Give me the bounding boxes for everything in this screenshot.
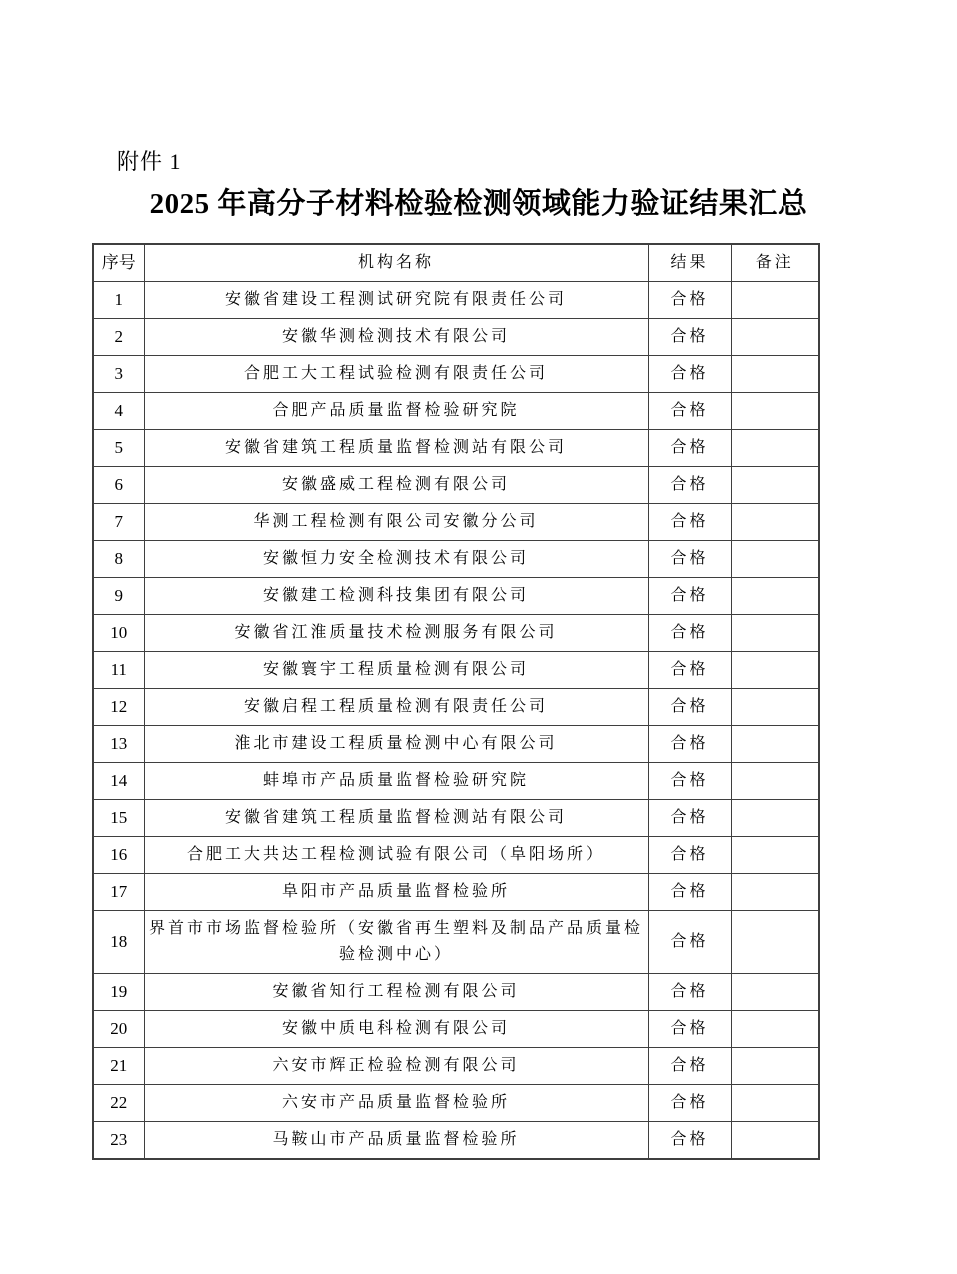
page-title: 2025 年高分子材料检验检测领域能力验证结果汇总 bbox=[149, 188, 808, 221]
cell-index: 2 bbox=[93, 319, 144, 356]
cell-institution: 阜阳市产品质量监督检验所 bbox=[144, 874, 648, 911]
cell-result: 合格 bbox=[648, 356, 731, 393]
table-row bbox=[93, 467, 819, 504]
cell-index: 13 bbox=[93, 726, 144, 763]
cell-remark bbox=[731, 726, 819, 763]
cell-institution: 合肥产品质量监督检验研究院 bbox=[144, 393, 648, 430]
cell-index: 20 bbox=[93, 1011, 144, 1048]
cell-result: 合格 bbox=[648, 1122, 731, 1160]
cell-remark bbox=[731, 874, 819, 911]
cell-remark bbox=[731, 504, 819, 541]
cell-index: 10 bbox=[93, 615, 144, 652]
cell-index: 16 bbox=[93, 837, 144, 874]
table-row bbox=[93, 578, 819, 615]
table-row bbox=[93, 615, 819, 652]
cell-index: 22 bbox=[93, 1085, 144, 1122]
cell-institution: 安徽启程工程质量检测有限责任公司 bbox=[144, 689, 648, 726]
cell-index: 15 bbox=[93, 800, 144, 837]
table-row bbox=[93, 541, 819, 578]
table-row bbox=[93, 689, 819, 726]
table-row bbox=[93, 837, 819, 874]
cell-institution: 安徽省江淮质量技术检测服务有限公司 bbox=[144, 615, 648, 652]
cell-institution: 六安市产品质量监督检验所 bbox=[144, 1085, 648, 1122]
table-row bbox=[93, 1085, 819, 1122]
table-row bbox=[93, 282, 819, 319]
header-name: 机构名称 bbox=[144, 244, 648, 282]
cell-index: 4 bbox=[93, 393, 144, 430]
cell-index: 3 bbox=[93, 356, 144, 393]
table-row bbox=[93, 652, 819, 689]
cell-institution: 合肥工大共达工程检测试验有限公司（阜阳场所） bbox=[144, 837, 648, 874]
cell-result: 合格 bbox=[648, 689, 731, 726]
cell-result: 合格 bbox=[648, 763, 731, 800]
table-row bbox=[93, 504, 819, 541]
table-row bbox=[93, 1048, 819, 1085]
header-remark: 备注 bbox=[731, 244, 819, 282]
cell-remark bbox=[731, 911, 819, 974]
cell-result: 合格 bbox=[648, 911, 731, 974]
cell-result: 合格 bbox=[648, 430, 731, 467]
cell-index: 8 bbox=[93, 541, 144, 578]
table-row bbox=[93, 726, 819, 763]
cell-index: 6 bbox=[93, 467, 144, 504]
cell-result: 合格 bbox=[648, 974, 731, 1011]
cell-institution: 安徽华测检测技术有限公司 bbox=[144, 319, 648, 356]
table-row bbox=[93, 911, 819, 974]
cell-result: 合格 bbox=[648, 652, 731, 689]
table-row bbox=[93, 800, 819, 837]
cell-remark bbox=[731, 393, 819, 430]
cell-institution: 马鞍山市产品质量监督检验所 bbox=[144, 1122, 648, 1160]
cell-institution: 安徽省知行工程检测有限公司 bbox=[144, 974, 648, 1011]
cell-institution: 安徽省建筑工程质量监督检测站有限公司 bbox=[144, 800, 648, 837]
cell-result: 合格 bbox=[648, 578, 731, 615]
cell-remark bbox=[731, 1048, 819, 1085]
cell-result: 合格 bbox=[648, 504, 731, 541]
cell-index: 17 bbox=[93, 874, 144, 911]
cell-index: 11 bbox=[93, 652, 144, 689]
cell-remark bbox=[731, 319, 819, 356]
cell-remark bbox=[731, 1085, 819, 1122]
table-row bbox=[93, 319, 819, 356]
cell-institution: 安徽省建筑工程质量监督检测站有限公司 bbox=[144, 430, 648, 467]
cell-result: 合格 bbox=[648, 1048, 731, 1085]
cell-institution: 华测工程检测有限公司安徽分公司 bbox=[144, 504, 648, 541]
cell-result: 合格 bbox=[648, 467, 731, 504]
cell-remark bbox=[731, 541, 819, 578]
cell-index: 1 bbox=[93, 282, 144, 319]
cell-institution: 蚌埠市产品质量监督检验研究院 bbox=[144, 763, 648, 800]
cell-index: 9 bbox=[93, 578, 144, 615]
table-body bbox=[93, 282, 819, 1160]
table-row bbox=[93, 393, 819, 430]
cell-remark bbox=[731, 1122, 819, 1160]
results-table bbox=[92, 243, 820, 1161]
header-result: 结果 bbox=[648, 244, 731, 282]
cell-result: 合格 bbox=[648, 393, 731, 430]
cell-result: 合格 bbox=[648, 319, 731, 356]
table-row bbox=[93, 763, 819, 800]
cell-remark bbox=[731, 467, 819, 504]
table-row bbox=[93, 356, 819, 393]
cell-result: 合格 bbox=[648, 874, 731, 911]
cell-institution: 安徽省建设工程测试研究院有限责任公司 bbox=[144, 282, 648, 319]
cell-remark bbox=[731, 800, 819, 837]
cell-remark bbox=[731, 837, 819, 874]
cell-result: 合格 bbox=[648, 541, 731, 578]
cell-institution: 安徽寰宇工程质量检测有限公司 bbox=[144, 652, 648, 689]
header-index: 序号 bbox=[93, 244, 144, 282]
cell-remark bbox=[731, 763, 819, 800]
cell-remark bbox=[731, 282, 819, 319]
table-row bbox=[93, 874, 819, 911]
cell-remark bbox=[731, 974, 819, 1011]
cell-result: 合格 bbox=[648, 837, 731, 874]
table-row bbox=[93, 1011, 819, 1048]
cell-institution: 六安市辉正检验检测有限公司 bbox=[144, 1048, 648, 1085]
cell-index: 5 bbox=[93, 430, 144, 467]
cell-institution: 安徽盛威工程检测有限公司 bbox=[144, 467, 648, 504]
cell-remark bbox=[731, 430, 819, 467]
cell-institution: 合肥工大工程试验检测有限责任公司 bbox=[144, 356, 648, 393]
cell-institution: 界首市市场监督检验所（安徽省再生塑料及制品产品质量检验检测中心） bbox=[144, 911, 648, 974]
cell-institution: 安徽建工检测科技集团有限公司 bbox=[144, 578, 648, 615]
cell-index: 18 bbox=[93, 911, 144, 974]
cell-index: 19 bbox=[93, 974, 144, 1011]
table-row bbox=[93, 1122, 819, 1160]
cell-index: 12 bbox=[93, 689, 144, 726]
cell-remark bbox=[731, 689, 819, 726]
cell-result: 合格 bbox=[648, 282, 731, 319]
cell-result: 合格 bbox=[648, 1085, 731, 1122]
cell-result: 合格 bbox=[648, 800, 731, 837]
cell-remark bbox=[731, 615, 819, 652]
cell-remark bbox=[731, 652, 819, 689]
cell-remark bbox=[731, 578, 819, 615]
table-header-row bbox=[93, 244, 819, 282]
cell-result: 合格 bbox=[648, 615, 731, 652]
table-row bbox=[93, 430, 819, 467]
cell-index: 21 bbox=[93, 1048, 144, 1085]
cell-result: 合格 bbox=[648, 726, 731, 763]
cell-remark bbox=[731, 356, 819, 393]
cell-index: 14 bbox=[93, 763, 144, 800]
cell-index: 23 bbox=[93, 1122, 144, 1160]
table-row bbox=[93, 974, 819, 1011]
cell-remark bbox=[731, 1011, 819, 1048]
cell-result: 合格 bbox=[648, 1011, 731, 1048]
cell-institution: 安徽中质电科检测有限公司 bbox=[144, 1011, 648, 1048]
cell-institution: 安徽恒力安全检测技术有限公司 bbox=[144, 541, 648, 578]
cell-institution: 淮北市建设工程质量检测中心有限公司 bbox=[144, 726, 648, 763]
cell-index: 7 bbox=[93, 504, 144, 541]
attachment-label: 附件 1 bbox=[117, 149, 182, 174]
